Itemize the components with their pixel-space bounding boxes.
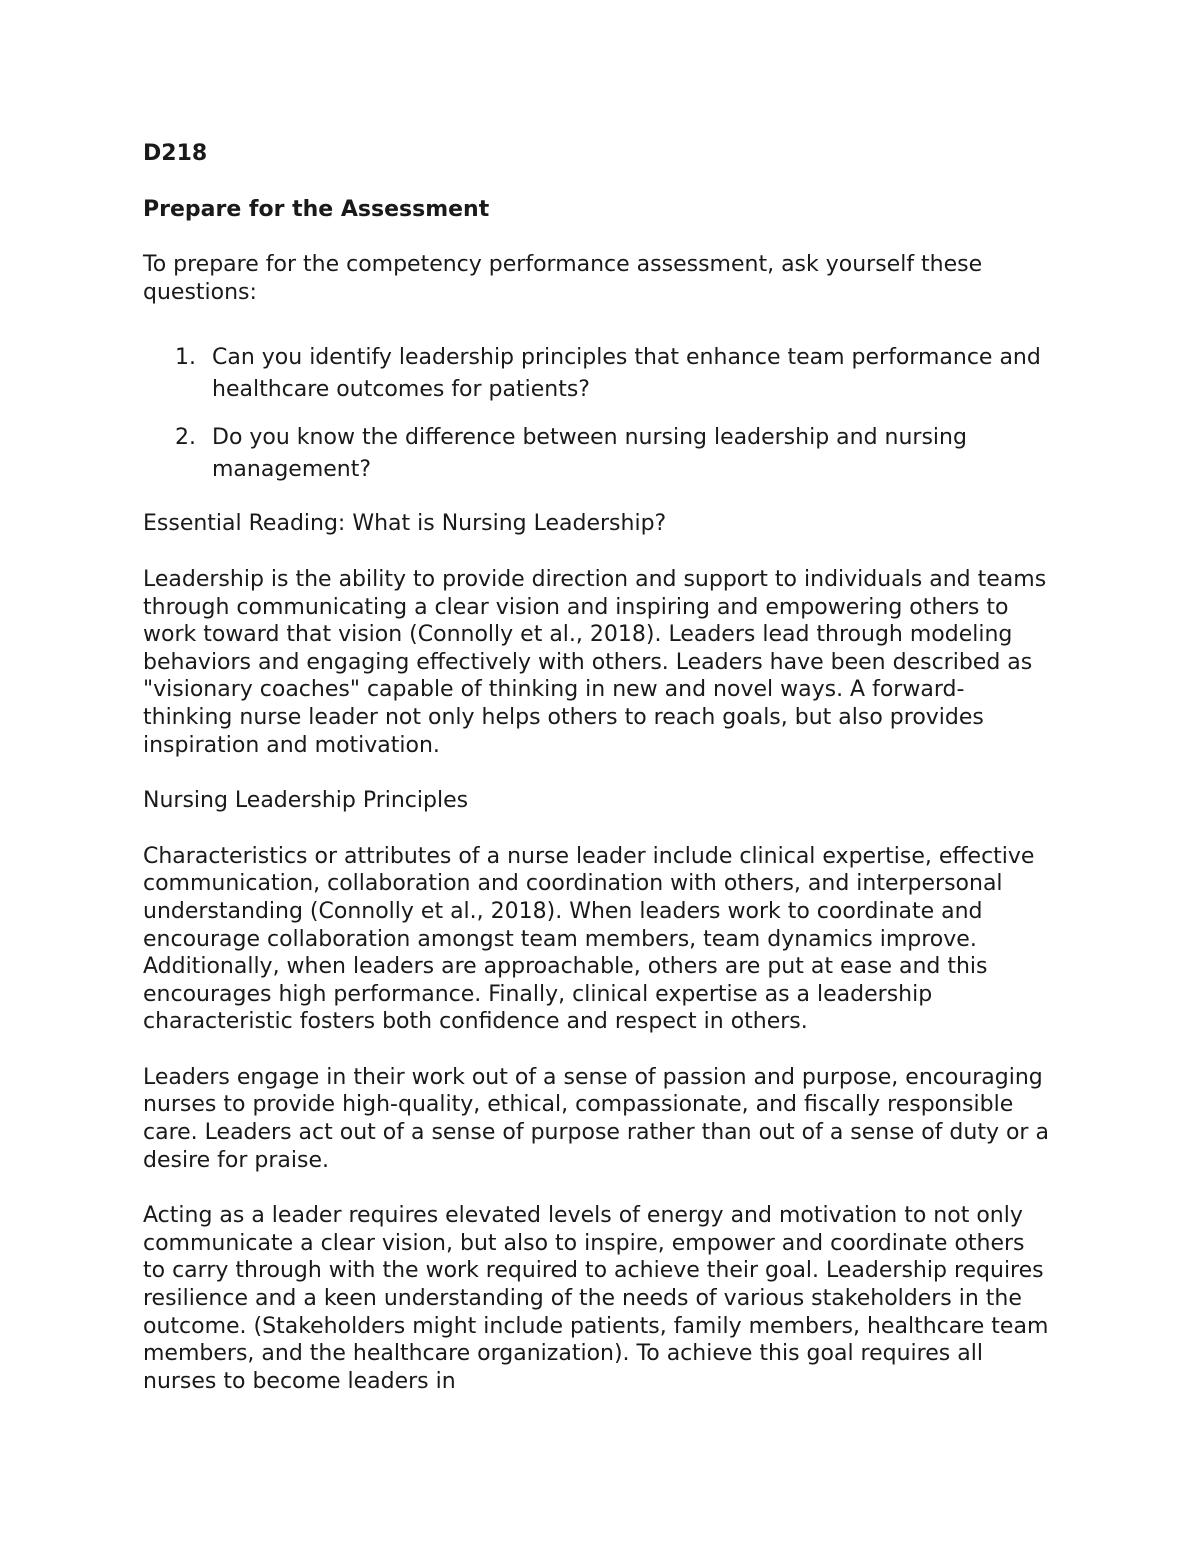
list-item-number: 2. xyxy=(175,425,196,451)
principles-paragraph: Acting as a leader requires elevated levels of energy and motivation to not only communicate a clear vision, but also to inspire, empower and coordinate others to carry through with the work required to achieve their goal. Leadership requires resilience and a keen understanding of the needs of various stakeholders in the outcome. (Stakeholders might include patients, family members, healthcare team members, and the healthcare organization). To achieve this goal requires all nurses to become leaders in xyxy=(143,1203,1049,1394)
essential-reading-paragraph: Leadership is the ability to provide direction and support to individuals and teams through communicating a clear vision and inspiring and empowering others to work toward that vision (Connolly et al., 2018). Leaders lead through modeling behaviors and engaging effectively with others. Leaders have been described as "visionary coaches" capable of thinking in new and novel ways. A forward-thinking nurse leader not only helps others to reach goals, but also provides inspiration and motivation. xyxy=(143,566,1047,758)
list-item xyxy=(143,422,1053,486)
document-page xyxy=(143,140,1053,1423)
section-title: Prepare for the Assessment xyxy=(143,196,490,222)
principles-paragraph: Characteristics or attributes of a nurse leader include clinical expertise, effective communication, collaboration and coordination with others, and interpersonal understanding (Connolly et al., 2018). When leaders work to coordinate and encourage collaboration amongst team members, team dynamics improve. Additionally, when leaders are approachable, others are put at ease and this encourages high performance. Finally, clinical expertise as a leadership characteristic fosters both confidence and respect in others. xyxy=(143,843,1035,1035)
intro-text: To prepare for the competency performance assessment, ask yourself these questions: xyxy=(143,252,983,305)
essential-reading-heading: Essential Reading: What is Nursing Leadership? xyxy=(143,511,667,537)
list-item-number: 1. xyxy=(175,345,196,371)
question-list xyxy=(143,342,1053,486)
list-item-text: Can you identify leadership principles that enhance team performance and healthcare outcomes for patients? xyxy=(212,345,1041,403)
principles-paragraph: Leaders engage in their work out of a sense of passion and purpose, encouraging nurses to provide high-quality, ethical, compassionate, and fiscally responsible care. Leaders act out of a sense of purpose rather than out of a sense of duty or a desire for praise. xyxy=(143,1064,1049,1173)
course-code: D218 xyxy=(143,141,208,166)
principles-heading: Nursing Leadership Principles xyxy=(143,788,469,814)
list-item-text: Do you know the difference between nursing leadership and nursing management? xyxy=(212,425,967,483)
list-item xyxy=(143,342,1053,406)
